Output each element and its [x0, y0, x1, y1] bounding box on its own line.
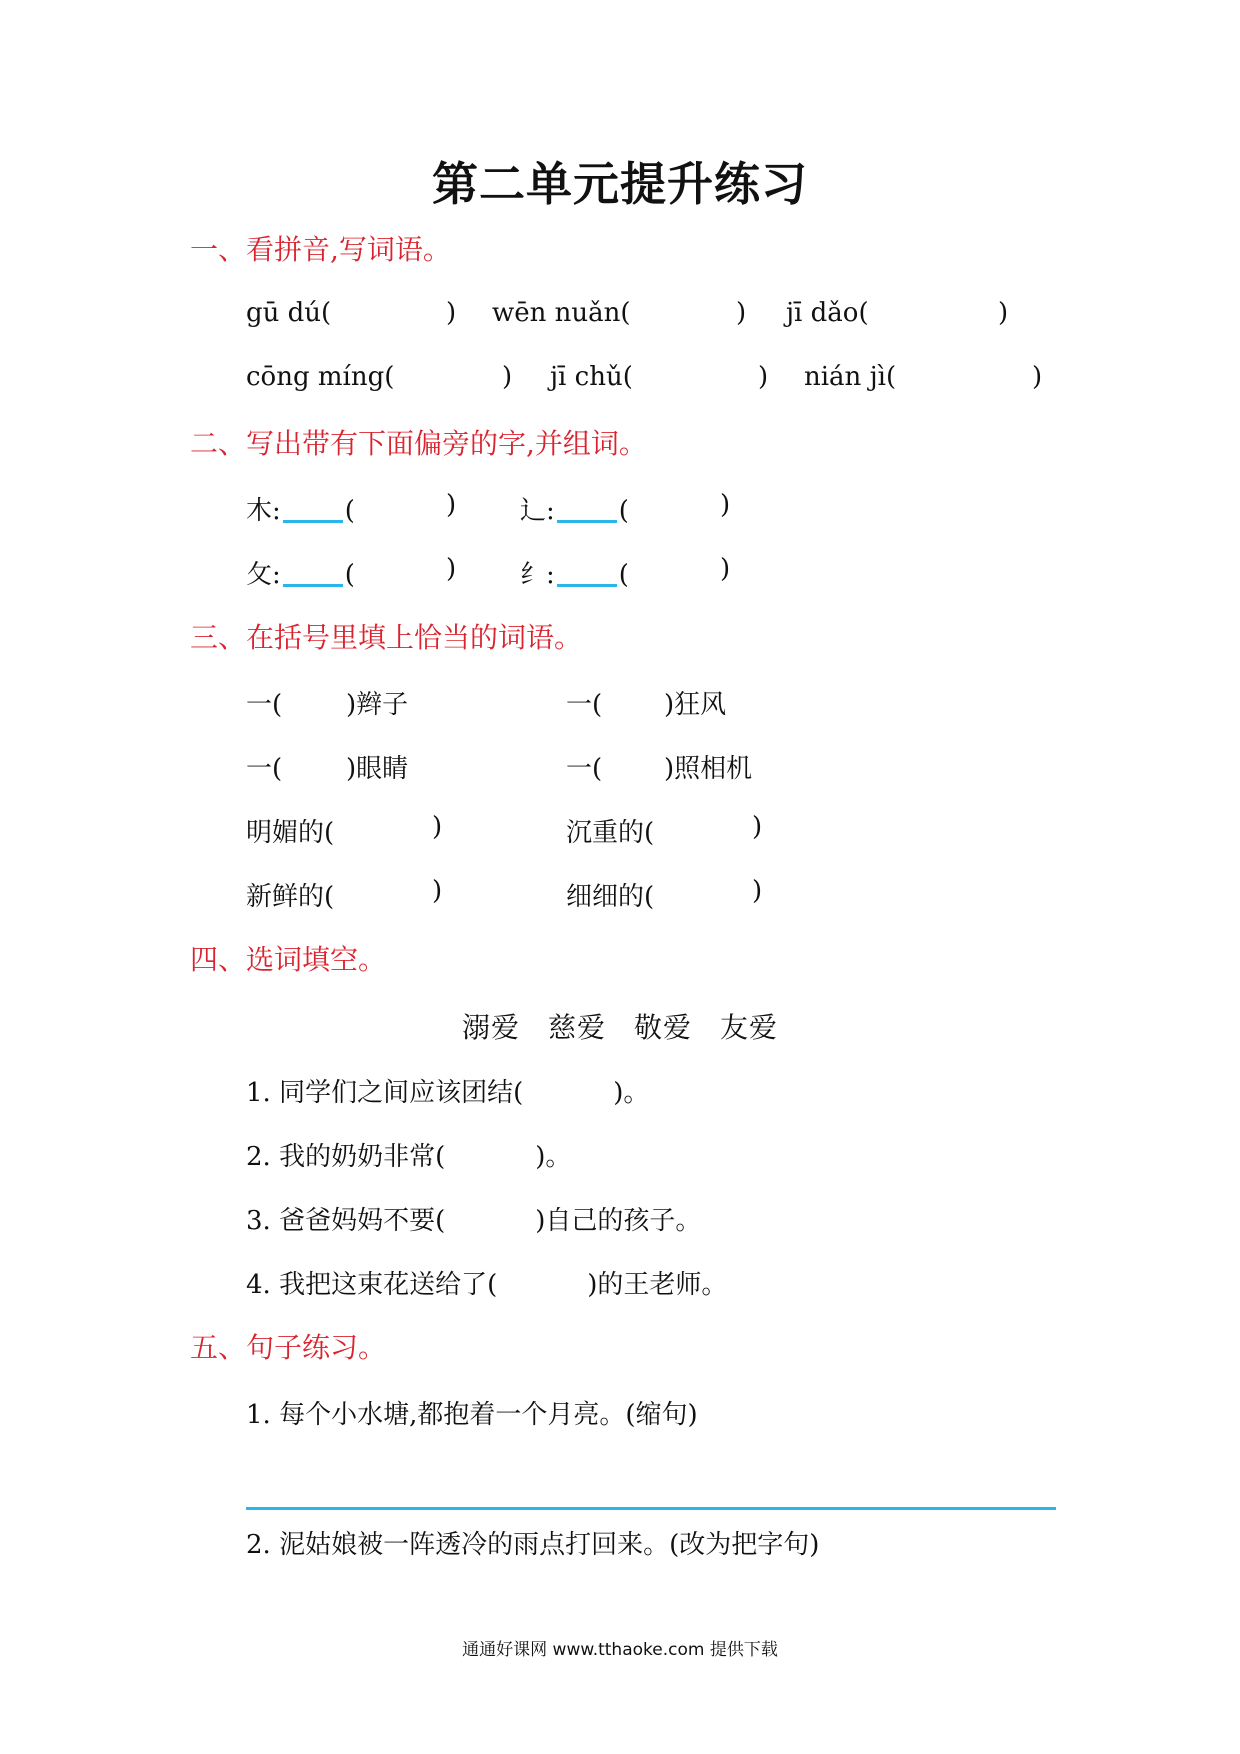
- fill-question: [246, 1072, 649, 1109]
- word-options: [0, 1006, 1240, 1046]
- close-paren: ): [432, 812, 443, 842]
- fill-question: [246, 1136, 571, 1173]
- close-paren: ): [720, 554, 731, 584]
- phrase-item: 一(: [566, 754, 603, 784]
- open-paren: (: [344, 560, 355, 590]
- radical-label: 纟:: [520, 560, 555, 590]
- open-paren: (: [344, 496, 355, 526]
- option-word: 友爱: [720, 1011, 779, 1044]
- page-title: 第二单元提升练习: [432, 157, 808, 211]
- close-paren: ): [752, 812, 763, 842]
- pinyin-text: nián jì: [804, 362, 886, 392]
- write-blank[interactable]: [557, 560, 617, 587]
- radical-label: 辶:: [520, 496, 555, 526]
- question-text: )的王老师。: [587, 1270, 728, 1300]
- write-blank[interactable]: [557, 496, 617, 523]
- close-paren: ): [446, 298, 457, 328]
- close-paren: ): [736, 298, 747, 328]
- close-paren: ): [446, 554, 457, 584]
- section-2-heading: 二、写出带有下面偏旁的字,并组词。: [190, 427, 647, 460]
- section-1-heading: 一、看拼音,写词语。: [190, 233, 451, 266]
- close-paren: ): [758, 362, 769, 392]
- phrase-item: 一(: [566, 690, 603, 720]
- pinyin-item: [786, 298, 869, 328]
- question-text: 1. 同学们之间应该团结(: [246, 1078, 524, 1108]
- phrase-item: 新鲜的(: [246, 882, 335, 912]
- pinyin-text: gū dú: [246, 298, 322, 328]
- section-5-heading: 五、句子练习。: [190, 1331, 387, 1364]
- write-blank[interactable]: [283, 560, 343, 587]
- question-text: 3. 爸爸妈妈不要(: [246, 1206, 446, 1236]
- radical-item: [246, 490, 355, 527]
- phrase-item: )辫子: [346, 690, 409, 720]
- open-paren: (: [618, 560, 629, 590]
- sentence-question: 1. 每个小水塘,都抱着一个月亮。(缩句): [246, 1400, 698, 1430]
- phrase-item: 明媚的(: [246, 818, 335, 848]
- pinyin-item: [246, 362, 394, 392]
- phrase-item: )狂风: [664, 690, 727, 720]
- section-3-heading: 三、在括号里填上恰当的词语。: [190, 621, 583, 654]
- question-text: )。: [613, 1078, 650, 1108]
- sentence-question: 2. 泥姑娘被一阵透冷的雨点打回来。(改为把字句): [246, 1530, 820, 1560]
- close-paren: ): [720, 490, 731, 520]
- option-word: 慈爱: [547, 1011, 606, 1044]
- radical-item: [246, 554, 355, 591]
- close-paren: ): [1032, 362, 1043, 392]
- option-word: 溺爱: [461, 1011, 520, 1044]
- pinyin-item: [550, 362, 633, 392]
- radical-label: 木:: [246, 496, 281, 526]
- close-paren: ): [432, 876, 443, 906]
- pinyin-text: jī dǎo: [786, 298, 859, 328]
- phrase-item: )眼睛: [346, 754, 409, 784]
- option-word: 敬爱: [634, 1011, 693, 1044]
- phrase-item: )照相机: [664, 754, 753, 784]
- radical-item: [520, 490, 629, 527]
- question-text: 2. 我的奶奶非常(: [246, 1142, 446, 1172]
- pinyin-text: jī chǔ: [550, 362, 623, 392]
- section-4-heading: 四、选词填空。: [190, 943, 387, 976]
- open-paren: (: [622, 362, 633, 392]
- open-paren: (: [618, 496, 629, 526]
- fill-question: [246, 1200, 701, 1237]
- open-paren: (: [858, 298, 869, 328]
- open-paren: (: [321, 298, 332, 328]
- question-text: )。: [535, 1142, 572, 1172]
- pinyin-text: wēn nuǎn: [492, 298, 621, 328]
- answer-line[interactable]: [246, 1507, 1056, 1510]
- pinyin-item: [246, 298, 331, 328]
- close-paren: ): [998, 298, 1009, 328]
- phrase-item: 沉重的(: [566, 818, 655, 848]
- pinyin-text: cōng míng: [246, 362, 385, 392]
- radical-item: [520, 554, 629, 591]
- phrase-item: 一(: [246, 690, 283, 720]
- open-paren: (: [384, 362, 395, 392]
- question-text: )自己的孩子。: [535, 1206, 702, 1236]
- write-blank[interactable]: [283, 496, 343, 523]
- close-paren: ): [752, 876, 763, 906]
- pinyin-item: [492, 298, 631, 328]
- close-paren: ): [446, 490, 457, 520]
- pinyin-item: [804, 362, 896, 392]
- radical-label: 攵:: [246, 560, 281, 590]
- close-paren: ): [502, 362, 513, 392]
- phrase-item: 细细的(: [566, 882, 655, 912]
- footer-text: 通通好课网 www.tthaoke.com 提供下载: [462, 1640, 778, 1660]
- fill-question: [246, 1264, 727, 1301]
- question-text: 4. 我把这束花送给了(: [246, 1270, 498, 1300]
- open-paren: (: [885, 362, 897, 392]
- phrase-item: 一(: [246, 754, 283, 784]
- open-paren: (: [620, 298, 631, 328]
